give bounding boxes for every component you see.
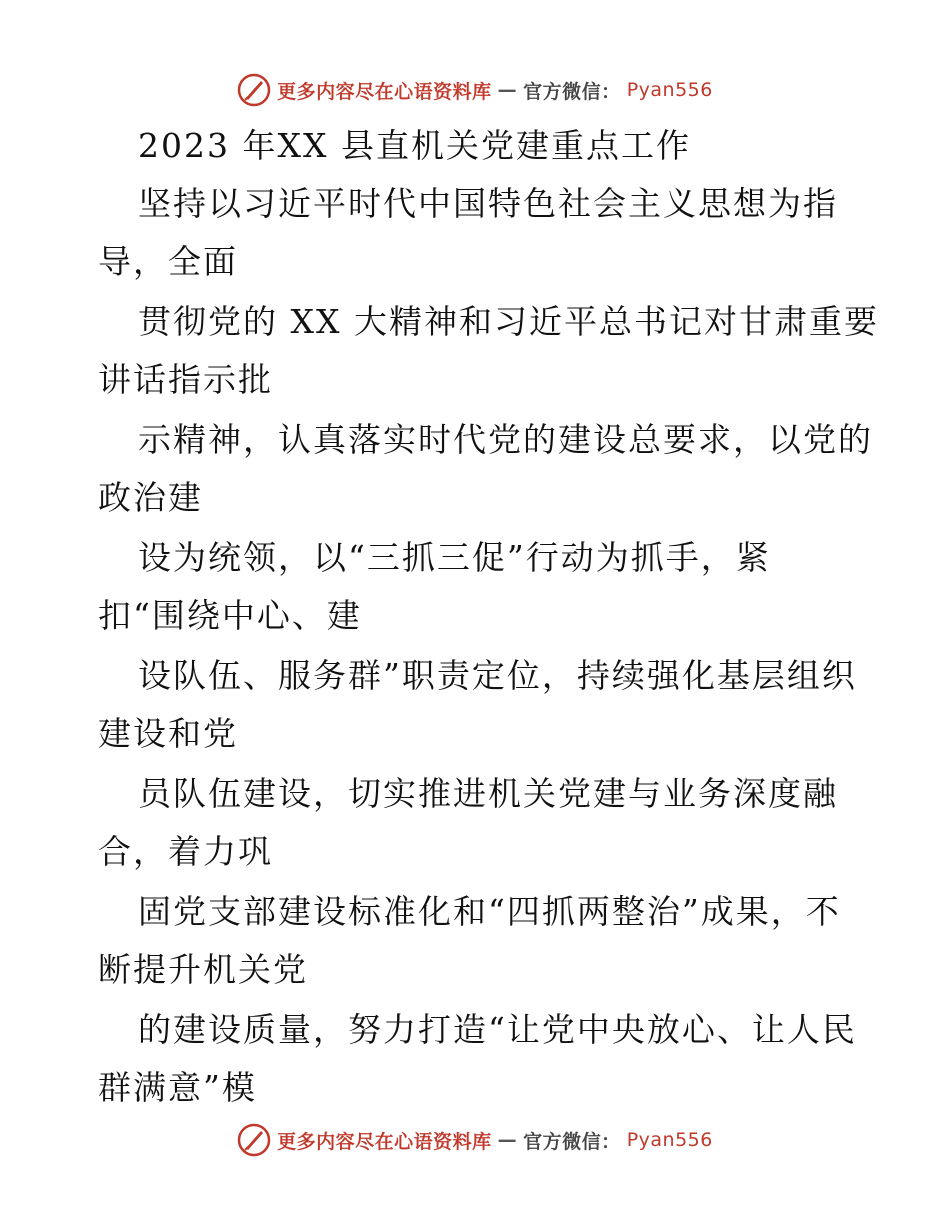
text-line: 的建设质量，努力打造“让党中央放心、让人民 xyxy=(138,1010,857,1049)
text-line: 扣“围绕中心、建 xyxy=(98,596,362,635)
text-line: 导，全面 xyxy=(98,242,238,281)
watermark-label: 官方微信： xyxy=(523,1130,621,1153)
text-line: 坚持以习近平时代中国特色社会主义思想为指 xyxy=(138,184,838,223)
text-line: 政治建 xyxy=(98,478,203,517)
watermark-separator: — xyxy=(497,79,518,101)
watermark-separator: — xyxy=(497,1129,518,1151)
watermark-id: Pyan556 xyxy=(626,1129,713,1151)
watermark-label: 官方微信： xyxy=(523,80,621,103)
text-line: 贯彻党的 XX 大精神和习近平总书记对甘肃重要 xyxy=(138,302,879,341)
text-line: 群满意”模 xyxy=(98,1068,257,1107)
header-watermark xyxy=(0,70,950,110)
text-line: 示精神，认真落实时代党的建设总要求，以党的 xyxy=(138,420,873,459)
watermark-id: Pyan556 xyxy=(626,79,713,101)
quill-logo-icon xyxy=(237,73,271,107)
text-line: 合，着力巩 xyxy=(98,832,273,871)
watermark-brand: 更多内容尽在心语资料库 xyxy=(277,80,492,103)
text-line: 设队伍、服务群”职责定位，持续强化基层组织 xyxy=(138,656,857,695)
text-line: 固党支部建设标准化和“四抓两整治”成果，不 xyxy=(138,892,841,931)
text-line: 讲话指示批 xyxy=(98,360,273,399)
text-line: 设为统领，以“三抓三促”行动为抓手，紧 xyxy=(138,538,771,577)
text-line: 建设和党 xyxy=(98,714,238,753)
quill-logo-icon xyxy=(237,1123,271,1157)
text-line: 断提升机关党 xyxy=(98,950,308,989)
watermark-brand: 更多内容尽在心语资料库 xyxy=(277,1130,492,1153)
text-line: 员队伍建设，切实推进机关党建与业务深度融 xyxy=(138,774,838,813)
footer-watermark xyxy=(0,1120,950,1160)
document-title: 2023 年XX 县直机关党建重点工作 xyxy=(138,126,691,165)
